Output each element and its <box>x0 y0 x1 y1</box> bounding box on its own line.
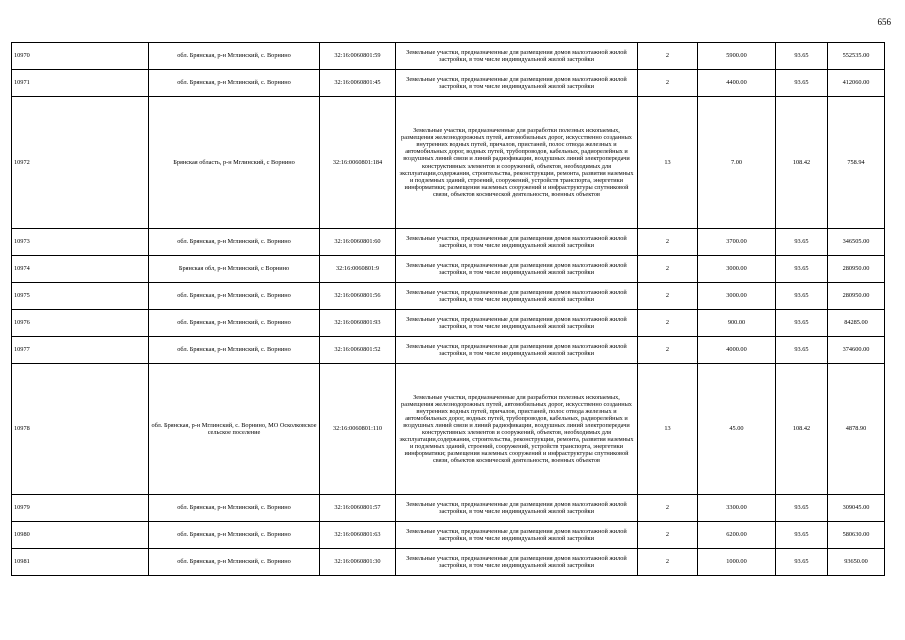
table-row <box>12 70 885 97</box>
address-cell: Брянская область, р-н Мглинский, с Ворнино <box>149 97 320 229</box>
cadastral-value-cell: 309045.00 <box>828 495 885 522</box>
use-code-cell: 2 <box>638 337 698 364</box>
row-number: 10977 <box>12 337 149 364</box>
cadastral-value-cell: 346505.00 <box>828 229 885 256</box>
row-number: 10971 <box>12 70 149 97</box>
row-number: 10976 <box>12 310 149 337</box>
cadastral-value-cell: 412060.00 <box>828 70 885 97</box>
address-cell: обл. Брянская, р-н Мглинский, с. Ворнино <box>149 549 320 576</box>
rate-cell: 93.65 <box>776 229 828 256</box>
land-use-cell: Земельные участки, предназначенные для размещения домов малоэтажной жилой застройки, в том числе индивидуальной жилой застройки <box>396 337 638 364</box>
row-number: 10979 <box>12 495 149 522</box>
page-number: 656 <box>877 17 891 27</box>
area-cell: 900.00 <box>698 310 776 337</box>
land-use-cell: Земельные участки, предназначенные для размещения домов малоэтажной жилой застройки, в том числе индивидуальной жилой застройки <box>396 495 638 522</box>
rate-cell: 93.65 <box>776 549 828 576</box>
area-cell: 45.00 <box>698 364 776 495</box>
address-cell: обл. Брянская, р-н Мглинский, с. Ворнино <box>149 337 320 364</box>
row-number: 10975 <box>12 283 149 310</box>
cadastral-value-cell: 280950.00 <box>828 283 885 310</box>
rate-cell: 93.65 <box>776 495 828 522</box>
cadastral-number-cell: 32:16:0060801:52 <box>320 337 396 364</box>
cadastral-number-cell: 32:16:0060801:9 <box>320 256 396 283</box>
address-cell: Брянская обл, р-н Мглинский, с Ворнино <box>149 256 320 283</box>
table-row <box>12 549 885 576</box>
cadastral-number-cell: 32:16:0060801:30 <box>320 549 396 576</box>
address-cell: обл. Брянская, р-н Мглинский, с. Ворнино <box>149 310 320 337</box>
cadastral-value-cell: 758.94 <box>828 97 885 229</box>
cadastral-number-cell: 32:16:0060801:57 <box>320 495 396 522</box>
land-use-cell: Земельные участки, предназначенные для размещения домов малоэтажной жилой застройки, в том числе индивидуальной жилой застройки <box>396 310 638 337</box>
row-number: 10972 <box>12 97 149 229</box>
land-use-cell: Земельные участки, предназначенные для размещения домов малоэтажной жилой застройки, в том числе индивидуальной жилой застройки <box>396 70 638 97</box>
use-code-cell: 2 <box>638 43 698 70</box>
use-code-cell: 2 <box>638 549 698 576</box>
area-cell: 3700.00 <box>698 229 776 256</box>
cadastral-value-cell: 374600.00 <box>828 337 885 364</box>
use-code-cell: 13 <box>638 97 698 229</box>
address-cell: обл. Брянская, р-н Мглинский, с. Ворнино <box>149 495 320 522</box>
area-cell: 3300.00 <box>698 495 776 522</box>
address-cell: обл. Брянская, р-н Мглинский, с. Ворнино, МО Осколковское сельское поселение <box>149 364 320 495</box>
land-use-cell: Земельные участки, предназначенные для размещения домов малоэтажной жилой застройки, в том числе индивидуальной жилой застройки <box>396 283 638 310</box>
address-cell: обл. Брянская, р-н Мглинский, с. Ворнино <box>149 522 320 549</box>
cadastral-number-cell: 32:16:0060801:56 <box>320 283 396 310</box>
use-code-cell: 2 <box>638 70 698 97</box>
land-use-cell: Земельные участки, предназначенные для размещения домов малоэтажной жилой застройки, в том числе индивидуальной жилой застройки <box>396 43 638 70</box>
land-use-cell: Земельные участки, предназначенные для разработки полезных ископаемых, размещения железнодорожных путей, автомобильных дорог, искусственно созданных внутренних водных путей, причалов, пристаней, полос отвода железных и автомобильных дорог, водных путей, трубопроводов, кабельных, радиорелейных и воздушных линий связи и линий радиофикации, воздушных линий электропередачи конструктивных элементов и сооружений, объектов, необходимых для эксплуатации,содержания, строительства, реконструкции, ремонта, развития наземных и подземных зданий, строений, сооружений, устройств транспорта, энергетики иинформатики; размещения наземных сооружений и инфраструктуры спутниковой связи, объектов космической деятельности, военных объектов <box>396 97 638 229</box>
table-row <box>12 229 885 256</box>
cadastral-value-cell: 4878.90 <box>828 364 885 495</box>
land-use-cell: Земельные участки, предназначенные для размещения домов малоэтажной жилой застройки, в том числе индивидуальной жилой застройки <box>396 256 638 283</box>
area-cell: 4000.00 <box>698 337 776 364</box>
row-number: 10978 <box>12 364 149 495</box>
rate-cell: 108.42 <box>776 97 828 229</box>
row-number: 10981 <box>12 549 149 576</box>
area-cell: 3000.00 <box>698 283 776 310</box>
area-cell: 3000.00 <box>698 256 776 283</box>
table-row <box>12 522 885 549</box>
use-code-cell: 2 <box>638 495 698 522</box>
cadastral-number-cell: 32:16:0060801:45 <box>320 70 396 97</box>
use-code-cell: 2 <box>638 256 698 283</box>
area-cell: 7.00 <box>698 97 776 229</box>
rate-cell: 93.65 <box>776 337 828 364</box>
rate-cell: 93.65 <box>776 310 828 337</box>
cadastral-value-cell: 552535.00 <box>828 43 885 70</box>
area-cell: 1000.00 <box>698 549 776 576</box>
rate-cell: 108.42 <box>776 364 828 495</box>
address-cell: обл. Брянская, р-н Мглинский, с. Ворнино <box>149 70 320 97</box>
rate-cell: 93.65 <box>776 256 828 283</box>
cadastral-number-cell: 32:16:0060801:59 <box>320 43 396 70</box>
table-row <box>12 310 885 337</box>
address-cell: обл. Брянская, р-н Мглинский, с. Ворнино <box>149 43 320 70</box>
cadastral-number-cell: 32:16:0060801:110 <box>320 364 396 495</box>
cadastral-number-cell: 32:16:0060801:93 <box>320 310 396 337</box>
row-number: 10980 <box>12 522 149 549</box>
row-number: 10974 <box>12 256 149 283</box>
area-cell: 6200.00 <box>698 522 776 549</box>
area-cell: 4400.00 <box>698 70 776 97</box>
cadastral-number-cell: 32:16:0060801:184 <box>320 97 396 229</box>
cadastral-value-cell: 84285.00 <box>828 310 885 337</box>
rate-cell: 93.65 <box>776 43 828 70</box>
table-row <box>12 97 885 229</box>
table-row <box>12 337 885 364</box>
table-row <box>12 495 885 522</box>
use-code-cell: 2 <box>638 310 698 337</box>
rate-cell: 93.65 <box>776 522 828 549</box>
table-row <box>12 283 885 310</box>
table-row <box>12 43 885 70</box>
land-registry-table <box>11 42 885 576</box>
cadastral-value-cell: 580630.00 <box>828 522 885 549</box>
use-code-cell: 2 <box>638 229 698 256</box>
row-number: 10970 <box>12 43 149 70</box>
cadastral-number-cell: 32:16:0060801:63 <box>320 522 396 549</box>
address-cell: обл. Брянская, р-н Мглинский, с. Ворнино <box>149 229 320 256</box>
land-use-cell: Земельные участки, предназначенные для размещения домов малоэтажной жилой застройки, в том числе индивидуальной жилой застройки <box>396 522 638 549</box>
land-use-cell: Земельные участки, предназначенные для размещения домов малоэтажной жилой застройки, в том числе индивидуальной жилой застройки <box>396 549 638 576</box>
rate-cell: 93.65 <box>776 283 828 310</box>
cadastral-value-cell: 93650.00 <box>828 549 885 576</box>
cadastral-number-cell: 32:16:0060801:60 <box>320 229 396 256</box>
row-number: 10973 <box>12 229 149 256</box>
rate-cell: 93.65 <box>776 70 828 97</box>
use-code-cell: 2 <box>638 283 698 310</box>
use-code-cell: 13 <box>638 364 698 495</box>
land-use-cell: Земельные участки, предназначенные для разработки полезных ископаемых, размещения железнодорожных путей, автомобильных дорог, искусственно созданных внутренних водных путей, причалов, пристаней, полос отвода железных и автомобильных дорог, водных путей, трубопроводов, кабельных, радиорелейных и воздушных линий связи и линий радиофикации, воздушных линий электропередачи конструктивных элементов и сооружений, объектов, необходимых для эксплуатации,содержания, строительства, реконструкции, ремонта, развития наземных и подземных зданий, строений, сооружений, устройств транспорта, энергетики иинформатики; размещения наземных сооружений и инфраструктуры спутниковой связи, объектов космической деятельности, военных объектов <box>396 364 638 495</box>
table-row <box>12 364 885 495</box>
address-cell: обл. Брянская, р-н Мглинский, с. Ворнино <box>149 283 320 310</box>
cadastral-value-cell: 280950.00 <box>828 256 885 283</box>
use-code-cell: 2 <box>638 522 698 549</box>
table-row <box>12 256 885 283</box>
area-cell: 5900.00 <box>698 43 776 70</box>
land-use-cell: Земельные участки, предназначенные для размещения домов малоэтажной жилой застройки, в том числе индивидуальной жилой застройки <box>396 229 638 256</box>
